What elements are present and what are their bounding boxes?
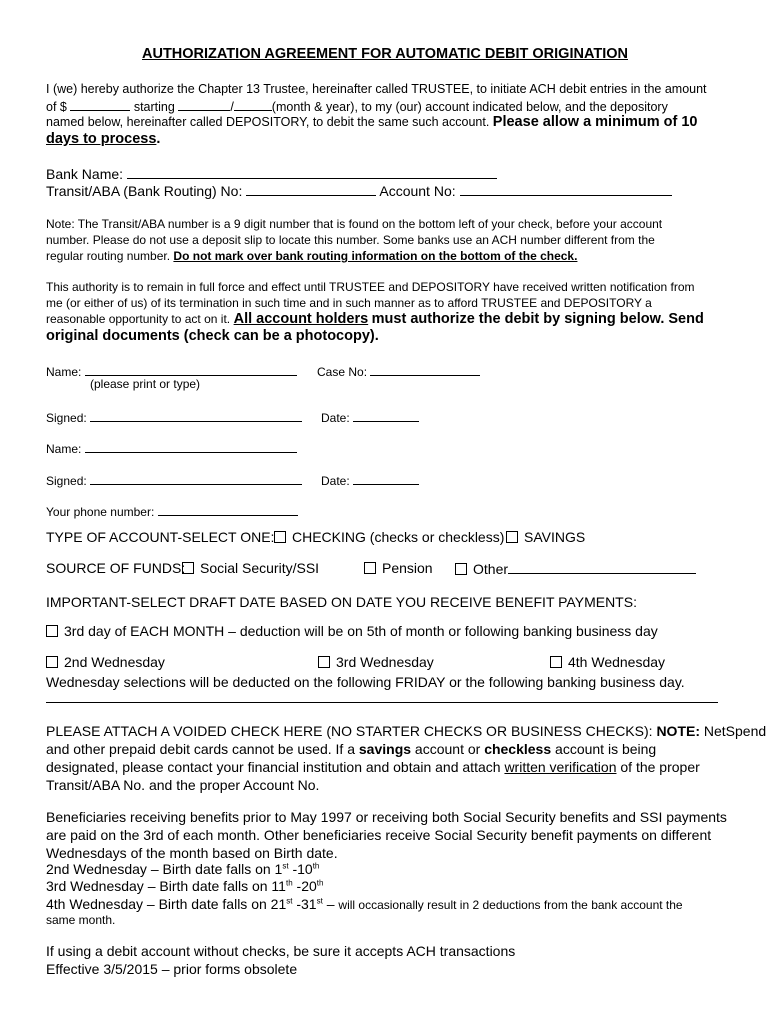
wed4-option[interactable] — [550, 654, 665, 670]
other-checkbox[interactable] — [455, 563, 467, 575]
draft-label: IMPORTANT-SELECT DRAFT DATE BASED ON DATE YOU RECEIVE BENEFIT PAYMENTS: — [46, 594, 637, 610]
routing-row — [46, 182, 672, 199]
savings-label: SAVINGS — [524, 529, 586, 545]
attach-l3a: designated, please contact your financial institution and obtain and attach — [46, 759, 501, 775]
w4-small: will occasionally result in 2 deductions from the bank account the — [338, 898, 683, 912]
ssi-label: Social Security/SSI — [200, 560, 320, 576]
w3a: 3rd Wednesday – Birth date falls on 11 — [46, 878, 286, 894]
date2-field[interactable] — [353, 471, 419, 485]
slash: / — [230, 100, 234, 114]
phone-field[interactable] — [158, 502, 298, 516]
attach-line-3 — [46, 759, 700, 775]
ssi-checkbox[interactable] — [182, 562, 194, 574]
routing-label: Transit/ABA (Bank Routing) No: — [46, 183, 243, 199]
attach-l2b: account or — [414, 741, 481, 757]
pension-label: Pension — [382, 560, 433, 576]
account-label: Account No: — [379, 183, 456, 199]
wed4-label: 4th Wednesday — [568, 654, 666, 670]
note-line-2: number. Please do not use a deposit slip to locate this number. Some banks use an ACH number different from the — [46, 233, 655, 247]
wed2-label: 2nd Wednesday — [64, 654, 165, 670]
checking-label: CHECKING (checks or checkless) — [292, 529, 505, 545]
third-day-label: 3rd day of EACH MONTH – deduction will be on 5th of month or following banking business day — [64, 623, 658, 639]
signed2-row — [46, 471, 302, 488]
ssi-option[interactable] — [182, 560, 319, 576]
form-title: AUTHORIZATION AGREEMENT FOR AUTOMATIC DEBIT ORIGINATION — [142, 46, 628, 62]
attach-l3b: of the proper — [620, 759, 700, 775]
attach-l1-text: PLEASE ATTACH A VOIDED CHECK HERE (NO STARTER CHECKS OR BUSINESS CHECKS): — [46, 723, 653, 739]
wed3-label: 3rd Wednesday — [336, 654, 434, 670]
w2s1: st — [282, 861, 289, 871]
case-label: Case No: — [317, 365, 368, 379]
date-row — [321, 408, 419, 425]
all-account-holders: All account holders — [233, 311, 369, 327]
signed2-label: Signed: — [46, 474, 87, 488]
phone-row — [46, 502, 298, 519]
amount-prefix: of $ — [46, 100, 67, 114]
case-field[interactable] — [370, 362, 480, 376]
name2-field[interactable] — [85, 439, 297, 453]
attach-line-1 — [46, 723, 766, 739]
checkless-bold: checkless — [484, 741, 552, 757]
third-day-checkbox[interactable] — [46, 625, 58, 637]
other-option[interactable] — [455, 560, 696, 577]
intro-line-3 — [46, 113, 697, 131]
intro-l3-bold: Please allow a minimum of 10 — [492, 114, 698, 130]
amount-field[interactable] — [70, 97, 130, 111]
note-l3-bold: Do not mark over bank routing information on the bottom of the check. — [173, 249, 578, 263]
w4c: – — [322, 896, 335, 912]
w4s2: st — [316, 896, 323, 906]
savings-checkbox[interactable] — [506, 531, 518, 543]
benef-wed3 — [46, 878, 323, 894]
benef-wed2 — [46, 861, 319, 877]
w2s2: th — [312, 861, 320, 871]
benef-line-1: Beneficiaries receiving benefits prior to May 1997 or receiving both Social Security benefits and SSI payments — [46, 809, 727, 825]
w4a: 4th Wednesday – Birth date falls on 21 — [46, 896, 287, 912]
attach-line-4: Transit/ABA No. and the proper Account No. — [46, 777, 320, 793]
routing-field[interactable] — [246, 182, 376, 196]
start-month-field[interactable] — [178, 97, 230, 111]
print-hint: (please print or type) — [90, 377, 201, 391]
attach-line-2 — [46, 741, 656, 757]
wed3-option[interactable] — [318, 654, 434, 670]
other-field[interactable] — [508, 560, 696, 574]
wed-note: Wednesday selections will be deducted on the following FRIDAY or the following banking business day. — [46, 674, 685, 690]
name-field[interactable] — [85, 362, 297, 376]
w2b: -10 — [288, 861, 313, 877]
savings-bold: savings — [358, 741, 412, 757]
note-line-3 — [46, 248, 577, 264]
date2-row — [321, 471, 419, 488]
bank-name-field[interactable] — [127, 165, 497, 179]
checking-checkbox[interactable] — [274, 531, 286, 543]
signed-field[interactable] — [90, 408, 302, 422]
w3s2: th — [316, 878, 324, 888]
wed2-option[interactable] — [46, 654, 165, 670]
pension-checkbox[interactable] — [364, 562, 376, 574]
name-label: Name: — [46, 365, 82, 379]
checking-option[interactable] — [274, 529, 504, 545]
date2-label: Date: — [321, 474, 350, 488]
account-type-label: TYPE OF ACCOUNT-SELECT ONE: — [46, 529, 275, 545]
date-label: Date: — [321, 411, 350, 425]
attach-l2a: and other prepaid debit cards cannot be used. If a — [46, 741, 355, 757]
benef-wed4 — [46, 896, 683, 912]
note-line-1: Note: The Transit/ABA number is a 9 digit number that is found on the bottom left of your check, before your account — [46, 217, 663, 231]
intro-month-year-text: (month & year), to my (our) account indicated below, and the depository — [271, 100, 668, 114]
written-verification: written verification — [504, 759, 617, 775]
intro-l3-text: named below, hereinafter called DEPOSITORY, to debit the same such account. — [46, 115, 490, 129]
savings-option[interactable] — [506, 529, 585, 545]
authority-line-3 — [46, 310, 704, 328]
other-label: Other — [473, 561, 509, 577]
benef-wed4-cont: same month. — [46, 913, 116, 927]
benef-line-2: are paid on the 3rd of each month. Other beneficiaries receive Social Security benefit payments on different — [46, 827, 712, 843]
intro-line-1: I (we) hereby authorize the Chapter 13 Trustee, hereinafter called TRUSTEE, to initiate ACH debit entries in the amount — [46, 82, 707, 96]
name2-row — [46, 439, 297, 456]
w3b: -20 — [292, 878, 317, 894]
note-bold: NOTE: — [656, 723, 700, 739]
signed2-field[interactable] — [90, 471, 302, 485]
name2-label: Name: — [46, 442, 82, 456]
note-l3-text: regular routing number. — [46, 249, 171, 263]
w4s1: st — [286, 896, 293, 906]
phone-label: Your phone number: — [46, 505, 155, 519]
signed-row — [46, 408, 302, 425]
authority-line-2: me (or either of us) of its termination in such time and in such manner as to afford TRUSTEE and DEPOSITORY a — [46, 296, 652, 310]
account-field[interactable] — [460, 182, 672, 196]
authority-line-1: This authority is to remain in full force and effect until TRUSTEE and DEPOSITORY have received written notification from — [46, 280, 695, 294]
netspend-text: NetSpend — [703, 723, 767, 739]
authority-l3-text: reasonable opportunity to act on it. — [46, 312, 231, 326]
days-to-process: days to process — [46, 131, 157, 147]
start-year-field[interactable] — [234, 97, 272, 111]
bank-name-label: Bank Name: — [46, 166, 124, 182]
starting-label: starting — [133, 100, 175, 114]
date-field[interactable] — [353, 408, 419, 422]
funds-label: SOURCE OF FUNDS: — [46, 560, 186, 576]
bank-name-row — [46, 165, 497, 182]
section-divider — [46, 702, 718, 703]
w4b: -31 — [292, 896, 317, 912]
wed4-checkbox[interactable] — [550, 656, 562, 668]
third-day-option[interactable] — [46, 623, 658, 639]
footer-line-2: Effective 3/5/2015 – prior forms obsolete — [46, 961, 298, 977]
authority-l3-bold: must authorize the debit by signing below. Send — [371, 311, 704, 327]
wed3-checkbox[interactable] — [318, 656, 330, 668]
intro-line-4 — [46, 130, 160, 148]
authority-line-4: original documents (check can be a photocopy). — [46, 328, 379, 344]
benef-line-3: Wednesdays of the month based on Birth date. — [46, 845, 338, 861]
footer-line-1: If using a debit account without checks, be sure it accepts ACH transactions — [46, 943, 516, 959]
w3s1: th — [285, 878, 293, 888]
w2a: 2nd Wednesday – Birth date falls on 1 — [46, 861, 283, 877]
case-row — [317, 362, 480, 379]
period: . — [156, 131, 161, 147]
pension-option[interactable] — [364, 560, 433, 576]
wed2-checkbox[interactable] — [46, 656, 58, 668]
signed-label: Signed: — [46, 411, 87, 425]
attach-l2c: account is being — [555, 741, 657, 757]
